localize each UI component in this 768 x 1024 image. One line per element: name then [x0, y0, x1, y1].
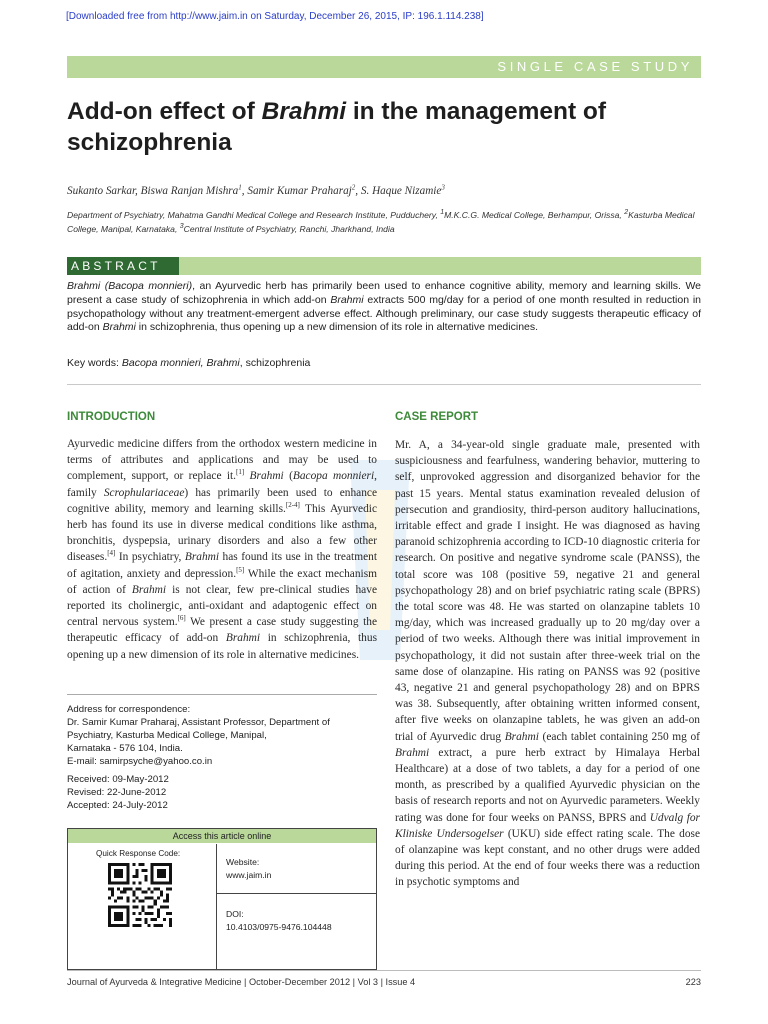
citation-ref[interactable]: [1]: [236, 468, 245, 477]
affiliation-marker: 2: [351, 183, 356, 192]
correspondence-address: Dr. Samir Kumar Praharaj, Assistant Professor, Department of Psychiatry, Kasturba Medical College, Manipal,: [67, 717, 330, 741]
article-type-band: [67, 56, 701, 78]
affiliation-text: Department of Psychiatry, Mahatma Gandhi Medical College and Research Institute, Pudduchery,: [67, 210, 441, 220]
correspondence-address: Karnataka - 576 104, India.: [67, 743, 183, 754]
article-title: [67, 96, 707, 158]
abstract-italic: Brahmi: [102, 321, 136, 334]
citation-ref[interactable]: [5]: [236, 565, 245, 574]
author-name: Sukanto Sarkar,: [67, 185, 141, 197]
affiliation-marker: 1: [440, 209, 445, 217]
doi-link[interactable]: 10.4103/0975-9476.104448: [226, 922, 332, 932]
introduction-text: Ayurvedic medicine differs from the orthodox western medicine in terms of attributes and applications and may be used to complement, support, or replace it.[1] Brahmi (Bacopa monnieri, family Scrophulariaceae) has primarily been used to enhance cognitive ability, memory and learning skills.[2-4] This Ayurvedic herb has found its use in diverse medical conditions like asthma, bronchitis, dyspepsia, urinary disorders and also a few other diseases.[4] In psychiatry, Brahmi has found its use in the treatment of agitation, anxiety and depression.[5] While the exact mechanism of action of Brahmi is not clear, few pre-clinical studies have reported its cholinergic, anti-oxidant and adaptogenic effect on central nervous system.[6] We present a case study suggesting the therapeutic efficacy of add-on Brahmi in schizophrenia, thus opening up a new dimension of its role in alternative medicines.: [67, 438, 378, 661]
affiliations: [67, 208, 701, 236]
case-report-heading: CASE REPORT: [395, 411, 479, 423]
introduction-heading: INTRODUCTION: [67, 411, 156, 423]
keywords-label: Key words:: [67, 357, 122, 369]
page-number: 223: [685, 977, 701, 987]
footer-divider: [67, 970, 701, 971]
affiliation-marker: 1: [238, 183, 242, 192]
abstract-span: in schizophrenia, thus opening up a new dimension of its role in alternative medicines.: [135, 321, 539, 334]
access-heading: Access this article online: [68, 829, 376, 843]
box-divider: [216, 844, 217, 970]
keyword: , schizophrenia: [239, 357, 311, 369]
abstract-span: , an Ayurvedic herb has primarily been used to enhance cognitive ability, memory and learning skills. We present a case study of schizophrenia in which add-on: [67, 280, 702, 306]
doi-label: DOI:: [226, 909, 244, 919]
title-text: Add-on effect of: [67, 98, 262, 125]
title-text: in the management of schizophrenia: [67, 98, 607, 156]
abstract-label: ABSTRACT: [71, 259, 161, 273]
affiliation-marker: 3: [179, 223, 184, 231]
box-divider: [217, 893, 376, 894]
author-name: , S. Haque Nizamie: [355, 185, 442, 197]
abstract-label-box: [67, 257, 179, 275]
divider: [67, 384, 701, 385]
abstract-span: extracts 500 mg/day for a period of one month resulted in reduction in psychopathology without any treatment-emergent adverse effect. Although preliminary, our case study suggests therapeutic efficacy of add-on: [67, 293, 701, 334]
correspondence-label: Address for correspondence:: [67, 704, 191, 715]
affiliation-text: M.K.C.G. Medical College, Berhampur, Orissa,: [444, 210, 625, 220]
article-type-label: SINGLE CASE STUDY: [497, 59, 693, 74]
affiliation-text: Central Institute of Psychiatry, Ranchi, Jharkhand, India: [183, 224, 395, 234]
accepted-date: Accepted: 24-July-2012: [67, 800, 168, 811]
website-label: Website:: [226, 857, 260, 867]
correspondence-block: [67, 703, 377, 812]
keyword: Brahmi: [206, 357, 240, 369]
affiliation-marker: 2: [624, 209, 629, 217]
qr-label: Quick Response Code:: [96, 849, 181, 858]
received-date: Received: 09-May-2012: [67, 774, 169, 785]
title-italic-text: Brahmi: [261, 98, 347, 125]
keyword-separator: ,: [200, 357, 207, 369]
citation-ref[interactable]: [2-4]: [285, 501, 300, 510]
qr-code-icon[interactable]: [108, 863, 172, 927]
abstract-italic: Brahmi (Bacopa monnieri): [67, 280, 193, 292]
abstract-text: [67, 280, 701, 335]
affiliation-text: Kasturba Medical College, Manipal, Karnataka,: [67, 210, 695, 234]
citation-ref[interactable]: [6]: [177, 614, 186, 623]
affiliation-marker: 3: [441, 183, 445, 192]
citation-ref[interactable]: [4]: [107, 549, 116, 558]
journal-footer: Journal of Ayurveda & Integrative Medicine | October-December 2012 | Vol 3 | Issue 4: [67, 977, 416, 987]
correspondence-email[interactable]: E-mail: samirpsyche@yahoo.co.in: [67, 756, 213, 767]
divider: [67, 694, 377, 695]
keyword: Bacopa monnieri: [121, 357, 201, 369]
author-list: [67, 184, 707, 199]
case-report-text: Mr. A, a 34-year-old single graduate male, presented with suspiciousness and fearfulness, wandering behavior, muttering to self, unprovoked aggression and disorganized behavior for the past 15 years. Mental status examination revealed delusion of persecution and grandiosity, third-person auditory hallucinations, irritable effect and grade I insight. He was diagnosed as having paranoid schizophrenia according to ICD-10 diagnostic criteria for research. On positive and negative syndrome scale (PANSS), the total score was 108 (positive 59, negative 21 and general psychopathology 28) and on brief psychiatric rating scale (BPRS) the total score was 48. He was started on olanzapine tablets 10 mg/day, which was increased gradually up to 20 mg/day over a period of two weeks. Although there was initial improvement in psychopathology, it did not sustain after three-week trial on the same dose of olanzapine. His rating on PANSS was 92 (positive 43, negative 21 and general psychopathology 28) and on BPRS was 38. Subsequently, after obtaining written informed consent, after five weeks on olanzapine tablets, he was given an add-on trial of Ayurvedic drug Brahmi (each tablet containing 250 mg of Brahmi extract, a pure herb extract by Himalaya Herbal Healthcare) at a dose of two tablets, a day for a period of one month, as prescribed by a qualified Ayurvedic physician on the basis of research reports and not on Ayurvedic parameters. Weekly rating was done for four weeks on PANSS, BPRS and Udvalg for Kliniske Undersogelser (UKU) side effect rating scale. The dose of olanzapine was kept constant, and no other drugs were added during this period. At the end of four weeks there was a reduction in psychotic symptoms and: [395, 439, 700, 889]
download-banner: [Downloaded free from http://www.jaim.in on Saturday, December 26, 2015, IP: 196.1.114.238]: [66, 11, 484, 22]
revised-date: Revised: 22-June-2012: [67, 787, 167, 798]
keywords: [67, 356, 701, 370]
access-box: [67, 828, 377, 970]
abstract-italic: Brahmi: [330, 293, 364, 306]
website-link[interactable]: www.jaim.in: [226, 870, 272, 880]
author-name: , Samir Kumar Praharaj: [241, 185, 352, 197]
author-name: Biswa Ranjan Mishra: [140, 185, 239, 197]
